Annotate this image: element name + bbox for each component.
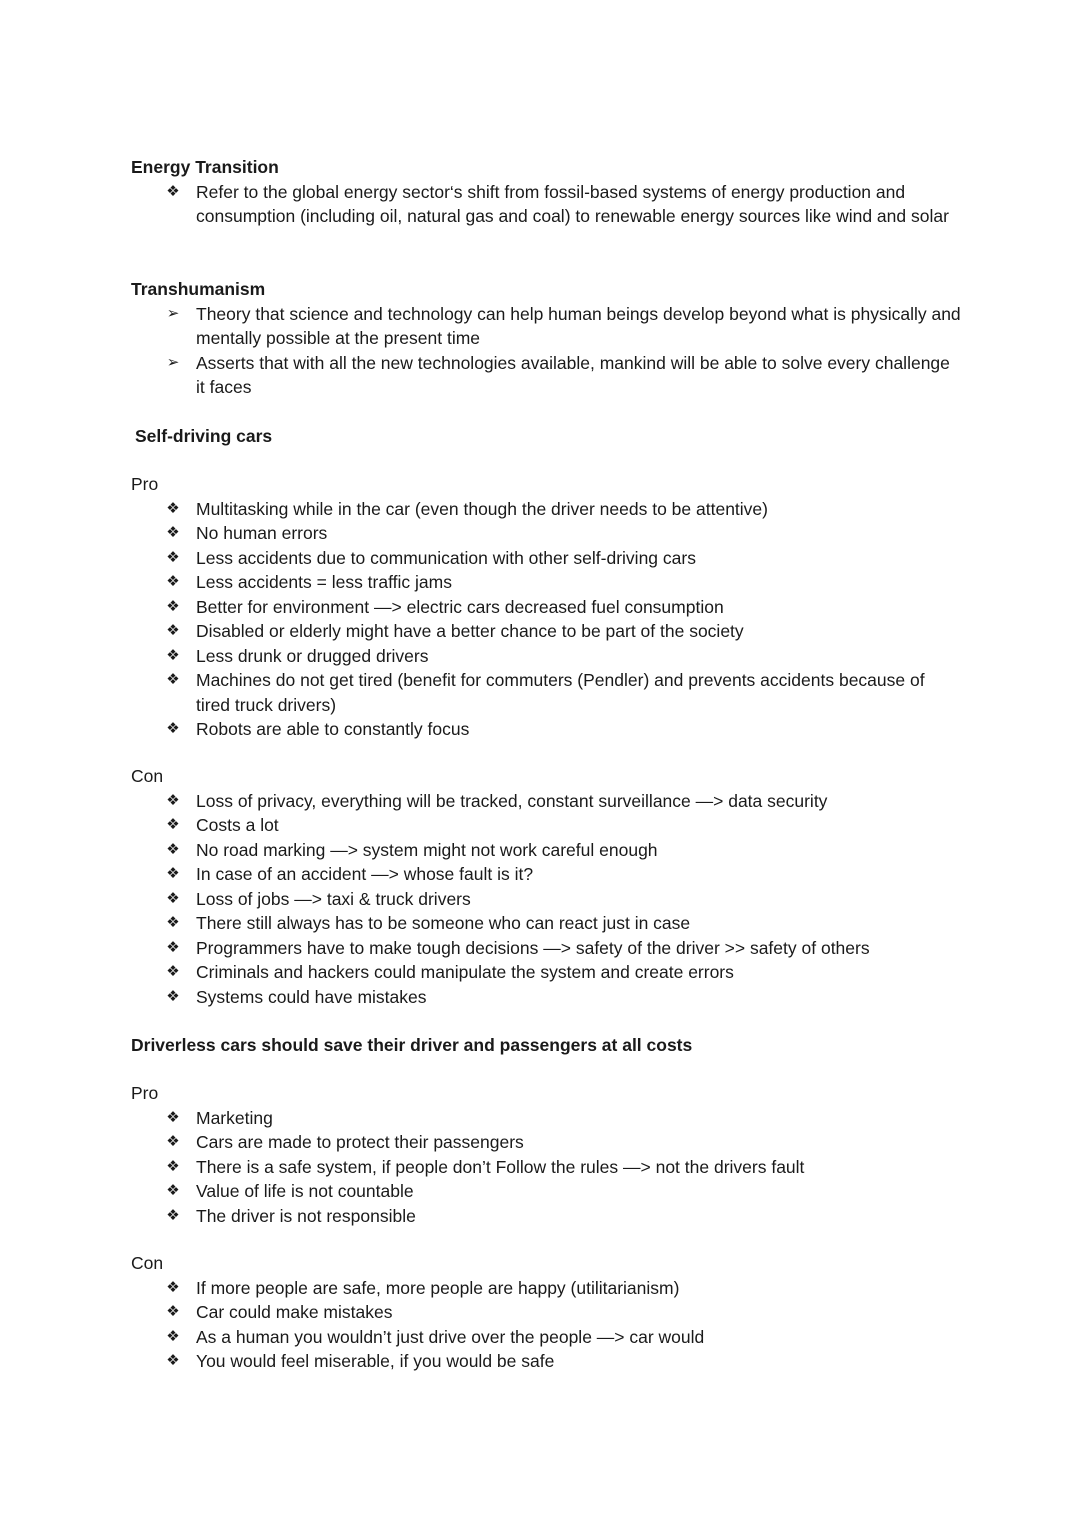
list-item-text: The driver is not responsible <box>196 1205 416 1226</box>
list-item-text: Systems could have mistakes <box>196 986 427 1007</box>
list-energy-transition <box>131 180 961 229</box>
con-label: Con <box>131 766 164 786</box>
section-driverless-cars <box>131 1033 961 1058</box>
list-item <box>131 570 961 595</box>
list-item <box>131 838 961 863</box>
list-item <box>131 497 961 522</box>
list-item <box>131 521 961 546</box>
list-item-text: Loss of privacy, everything will be tracked, constant surveillance —> data security <box>196 790 828 811</box>
list-item <box>131 1106 961 1131</box>
diamond-bullet-icon: ❖ <box>166 720 180 737</box>
diamond-bullet-icon: ❖ <box>166 840 180 858</box>
list-item <box>131 985 961 1010</box>
list-item-text: If more people are safe, more people are happy (utilitarianism) <box>196 1277 680 1298</box>
list-item-text: Value of life is not countable <box>196 1181 414 1201</box>
arrow-bullet-icon: ➢ <box>166 304 180 322</box>
pro-label: Pro <box>131 474 159 494</box>
list-item-text: There still always has to be someone who can react just in case <box>196 913 691 933</box>
list-item <box>131 1130 961 1155</box>
list-item-text: Robots are able to constantly focus <box>196 719 470 739</box>
diamond-bullet-icon: ❖ <box>166 791 180 809</box>
list-item-text: In case of an accident —> whose fault is it? <box>196 864 534 884</box>
list-item-text: You would feel miserable, if you would be safe <box>196 1351 555 1371</box>
list-item-text: Programmers have to make tough decisions —> safety of the driver >> safety of others <box>196 937 870 958</box>
self-driving-pro <box>131 472 961 742</box>
section-energy-transition <box>131 155 961 229</box>
diamond-bullet-icon: ❖ <box>166 524 180 541</box>
diamond-bullet-icon: ❖ <box>166 1108 180 1126</box>
diamond-bullet-icon: ❖ <box>166 622 180 639</box>
list-item-text: Disabled or elderly might have a better chance to be part of the society <box>196 621 744 641</box>
list-item <box>131 546 961 571</box>
list-item <box>131 960 961 985</box>
list-item-text: Better for environment —> electric cars decreased fuel consumption <box>196 596 724 617</box>
heading-driverless-cars: Driverless cars should save their driver and passengers at all costs <box>131 1035 693 1055</box>
list-transhumanism <box>131 302 961 400</box>
list-item-text: Marketing <box>196 1107 273 1128</box>
list-item-text: Asserts that with all the new technologies available, mankind will be able to solve every challenge it faces <box>196 352 950 397</box>
list-item <box>131 619 961 644</box>
list-item <box>131 813 961 838</box>
diamond-bullet-icon: ❖ <box>166 182 180 200</box>
diamond-bullet-icon: ❖ <box>166 1182 180 1199</box>
list-item-text: Costs a lot <box>196 815 279 835</box>
list-item <box>131 1300 961 1325</box>
list-item <box>131 1204 961 1229</box>
heading-transhumanism: Transhumanism <box>131 279 266 299</box>
list-item <box>131 1155 961 1180</box>
heading-self-driving-cars: Self-driving cars <box>135 426 273 446</box>
section-self-driving-cars <box>135 424 965 449</box>
diamond-bullet-icon: ❖ <box>166 963 180 980</box>
list-self-driving-con <box>131 789 961 1010</box>
diamond-bullet-icon: ❖ <box>166 816 180 833</box>
diamond-bullet-icon: ❖ <box>166 1278 180 1296</box>
list-item <box>131 595 961 620</box>
diamond-bullet-icon: ❖ <box>166 1303 180 1320</box>
list-item <box>131 717 961 742</box>
list-item <box>131 351 961 400</box>
list-item-text: Machines do not get tired (benefit for commuters (Pendler) and prevents accidents because of tired truck drivers) <box>196 670 925 715</box>
driverless-con <box>131 1251 961 1374</box>
diamond-bullet-icon: ❖ <box>166 1133 180 1150</box>
diamond-bullet-icon: ❖ <box>166 987 180 1005</box>
diamond-bullet-icon: ❖ <box>166 865 180 882</box>
list-self-driving-pro <box>131 497 961 742</box>
list-item <box>131 180 961 229</box>
diamond-bullet-icon: ❖ <box>166 1206 180 1224</box>
list-item-text: Less drunk or drugged drivers <box>196 645 429 666</box>
list-item-text: Cars are made to protect their passengers <box>196 1132 524 1152</box>
diamond-bullet-icon: ❖ <box>166 914 180 931</box>
list-item-text: Less accidents = less traffic jams <box>196 572 452 592</box>
con-label: Con <box>131 1253 164 1273</box>
list-item <box>131 789 961 814</box>
diamond-bullet-icon: ❖ <box>166 889 180 907</box>
list-item-text: Refer to the global energy sector‘s shift from fossil-based systems of energy production and consumption (including oil, natural gas and coal) to renewable energy sources like wind and solar <box>196 181 949 226</box>
diamond-bullet-icon: ❖ <box>166 573 180 590</box>
diamond-bullet-icon: ❖ <box>166 671 180 688</box>
list-item-text: As a human you wouldn’t just drive over the people —> car would <box>196 1326 705 1347</box>
diamond-bullet-icon: ❖ <box>166 646 180 664</box>
list-item-text: There is a safe system, if people don’t Follow the rules —> not the drivers fault <box>196 1156 805 1177</box>
list-item <box>131 936 961 961</box>
list-item-text: Criminals and hackers could manipulate the system and create errors <box>196 962 734 982</box>
list-item <box>131 1349 961 1374</box>
pro-label: Pro <box>131 1083 159 1103</box>
diamond-bullet-icon: ❖ <box>166 499 180 517</box>
heading-energy-transition: Energy Transition <box>131 157 279 177</box>
arrow-bullet-icon: ➢ <box>166 353 180 371</box>
diamond-bullet-icon: ❖ <box>166 597 180 615</box>
list-driverless-pro <box>131 1106 961 1229</box>
list-item-text: Theory that science and technology can help human beings develop beyond what is physically and mentally possible at the present time <box>196 303 961 348</box>
list-item-text: Multitasking while in the car (even though the driver needs to be attentive) <box>196 498 768 519</box>
list-item <box>131 887 961 912</box>
list-item <box>131 1179 961 1204</box>
driverless-pro <box>131 1081 961 1228</box>
section-transhumanism <box>131 277 961 400</box>
diamond-bullet-icon: ❖ <box>166 1352 180 1369</box>
list-item <box>131 862 961 887</box>
list-item <box>131 911 961 936</box>
list-item-text: No road marking —> system might not work careful enough <box>196 839 658 860</box>
diamond-bullet-icon: ❖ <box>166 938 180 956</box>
diamond-bullet-icon: ❖ <box>166 548 180 566</box>
list-item <box>131 668 961 717</box>
list-item-text: Car could make mistakes <box>196 1302 393 1322</box>
list-item-text: No human errors <box>196 523 328 543</box>
list-item <box>131 1276 961 1301</box>
list-driverless-con <box>131 1276 961 1374</box>
list-item <box>131 644 961 669</box>
diamond-bullet-icon: ❖ <box>166 1327 180 1345</box>
list-item <box>131 302 961 351</box>
list-item-text: Less accidents due to communication with other self-driving cars <box>196 547 696 568</box>
diamond-bullet-icon: ❖ <box>166 1157 180 1175</box>
list-item <box>131 1325 961 1350</box>
list-item-text: Loss of jobs —> taxi & truck drivers <box>196 888 471 909</box>
self-driving-con <box>131 764 961 1009</box>
